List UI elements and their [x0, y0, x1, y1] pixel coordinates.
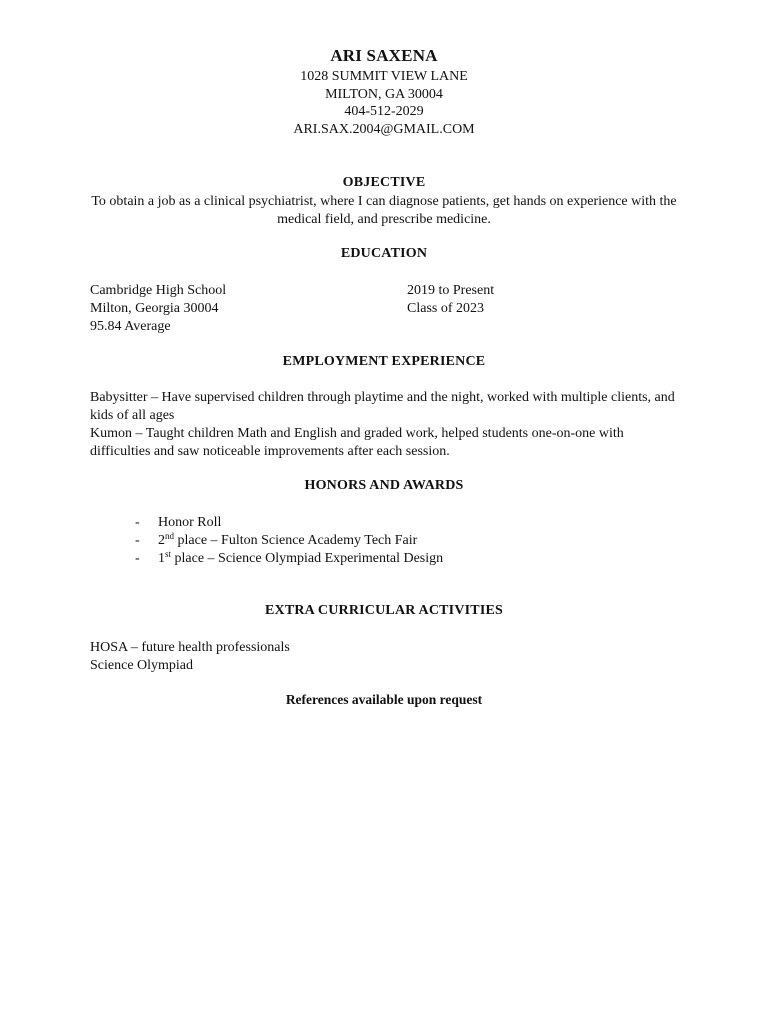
- education-school: Cambridge High School: [90, 283, 227, 298]
- honor-text: place – Science Olympiad Experimental Design: [171, 551, 444, 566]
- objective-heading: OBJECTIVE: [342, 175, 426, 190]
- honors-heading: HONORS AND AWARDS: [304, 478, 464, 493]
- references-note: References available upon request: [285, 692, 483, 707]
- address-line-1: 1028 SUMMIT VIEW LANE: [300, 69, 468, 84]
- honor-item: [135, 550, 443, 568]
- job-babysitter: Babysitter – Have supervised children through playtime and the night, worked with multiple clients, and kids of all ages: [90, 390, 675, 423]
- employment-heading: EMPLOYMENT EXPERIENCE: [282, 354, 486, 369]
- education-average: 95.84 Average: [90, 319, 171, 334]
- address-line-2: MILTON, GA 30004: [325, 87, 443, 102]
- honor-item: [135, 532, 417, 550]
- bullet-dash: -: [135, 515, 140, 530]
- honor-item: [135, 514, 221, 532]
- resume-name: ARI SAXENA: [330, 46, 438, 65]
- education-dates: 2019 to Present: [407, 283, 495, 298]
- bullet-dash: -: [135, 551, 140, 566]
- honor-text: Honor Roll: [158, 515, 222, 530]
- honor-rank-suffix: nd: [165, 531, 174, 541]
- phone-number: 404-512-2029: [344, 104, 424, 119]
- education-location: Milton, Georgia 30004: [90, 301, 219, 316]
- education-class-of: Class of 2023: [407, 301, 484, 316]
- bullet-dash: -: [135, 533, 140, 548]
- objective-text: To obtain a job as a clinical psychiatrist, where I can diagnose patients, get hands on experience with the medical field, and prescribe medicine.: [91, 194, 677, 227]
- job-kumon: Kumon – Taught children Math and English and graded work, helped students one-on-one with difficulties and saw noticeable improvements after each session.: [90, 426, 624, 459]
- extracurricular-heading: EXTRA CURRICULAR ACTIVITIES: [264, 603, 503, 618]
- education-heading: EDUCATION: [340, 246, 428, 261]
- honor-rank: 1: [158, 551, 165, 566]
- activity-item: HOSA – future health professionals: [90, 640, 290, 655]
- activity-item: Science Olympiad: [90, 658, 194, 673]
- honor-rank-suffix: st: [165, 549, 172, 559]
- honor-rank: 2: [158, 533, 165, 548]
- honor-text: place – Fulton Science Academy Tech Fair: [174, 533, 418, 548]
- email-address: ARI.SAX.2004@GMAIL.COM: [293, 122, 475, 137]
